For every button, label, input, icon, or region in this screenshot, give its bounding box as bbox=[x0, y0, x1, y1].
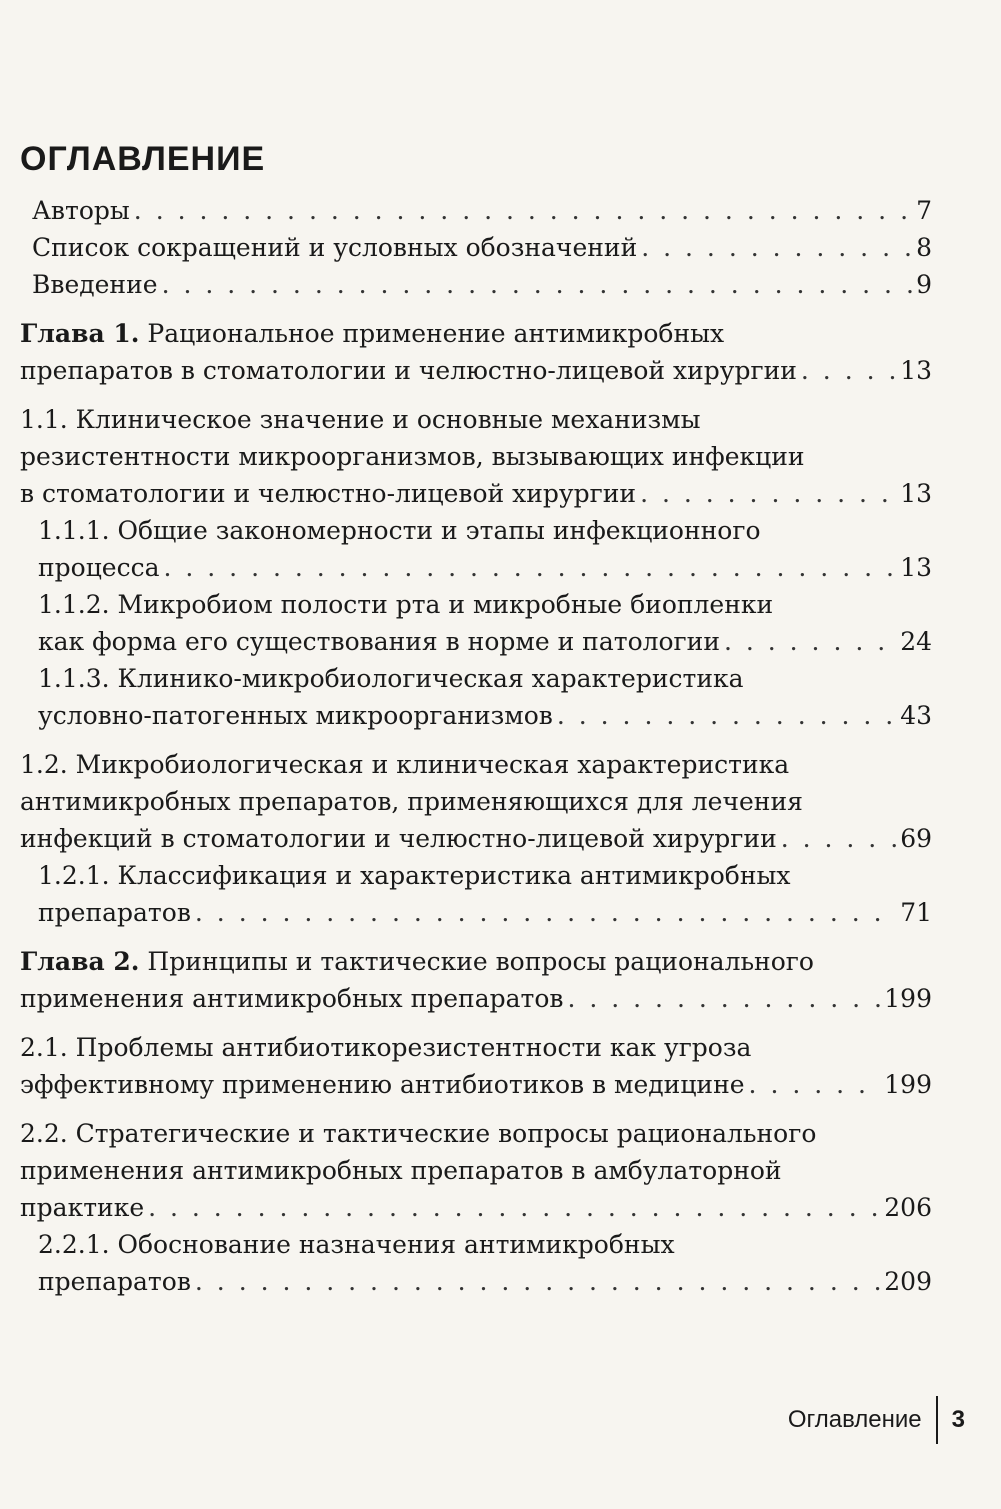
toc-entry[interactable] bbox=[20, 229, 932, 266]
page-footer bbox=[788, 1396, 965, 1444]
toc-entry-title: условно-патогенных микроорганизмов bbox=[38, 701, 553, 730]
leader-dots bbox=[801, 352, 896, 389]
table-of-contents bbox=[20, 192, 932, 1300]
leader-dots bbox=[724, 623, 896, 660]
toc-entry-title: 1.2.1. Классификация и характеристика антимикробных bbox=[38, 861, 791, 890]
toc-page-number: 69 bbox=[900, 824, 932, 853]
toc-entry-title: применения антимикробных препаратов в амбулаторной bbox=[20, 1156, 782, 1185]
toc-entry-title: 1.1. Клиническое значение и основные механизмы bbox=[20, 405, 701, 434]
toc-section[interactable] bbox=[20, 746, 932, 857]
toc-entry-title: эффективному применению антибиотиков в медицине bbox=[20, 1070, 745, 1099]
leader-dots bbox=[164, 549, 897, 586]
leader-dots bbox=[781, 820, 896, 857]
leader-dots bbox=[749, 1066, 881, 1103]
toc-entry-title: Авторы bbox=[32, 196, 130, 225]
toc-entry-title: резистентности микроорганизмов, вызывающих инфекции bbox=[20, 442, 805, 471]
running-title: Оглавление bbox=[787, 1406, 922, 1433]
toc-entry-title: препаратов bbox=[38, 898, 191, 927]
chapter-label: Глава 1. bbox=[20, 319, 140, 348]
leader-dots bbox=[134, 192, 912, 229]
toc-section[interactable] bbox=[20, 1115, 932, 1226]
toc-entry-title: 2.2. Стратегические и тактические вопросы рационального bbox=[20, 1119, 817, 1148]
toc-entry-title: препаратов в стоматологии и челюстно-лицевой хирургии bbox=[20, 356, 797, 385]
leader-dots bbox=[195, 1263, 880, 1300]
toc-entry-title: 1.1.3. Клинико-микробиологическая характеристика bbox=[38, 664, 744, 693]
leader-dots bbox=[641, 229, 912, 266]
toc-entry-title: практике bbox=[20, 1193, 145, 1222]
toc-page-number: 199 bbox=[884, 984, 932, 1013]
page-title: ОГЛАВЛЕНИЕ bbox=[20, 140, 266, 178]
toc-page-number: 24 bbox=[900, 627, 932, 656]
bleed-through-text bbox=[18, 10, 978, 138]
toc-entry-title: антимикробных препаратов, применяющихся для лечения bbox=[20, 787, 803, 816]
toc-entry-title: в стоматологии и челюстно-лицевой хирургии bbox=[20, 479, 637, 508]
toc-entry-title: применения антимикробных препаратов bbox=[20, 984, 564, 1013]
footer-divider bbox=[936, 1396, 938, 1444]
toc-page-number: 9 bbox=[916, 270, 932, 299]
leader-dots bbox=[567, 980, 880, 1017]
toc-section[interactable] bbox=[20, 401, 932, 512]
toc-subsection[interactable] bbox=[20, 1226, 932, 1300]
toc-page-number: 206 bbox=[884, 1193, 932, 1222]
toc-entry-title: инфекций в стоматологии и челюстно-лицевой хирургии bbox=[20, 824, 777, 853]
chapter-label: Глава 2. bbox=[20, 947, 140, 976]
toc-page-number: 199 bbox=[884, 1070, 932, 1099]
toc-entry-title: Рациональное применение антимикробных bbox=[139, 319, 725, 348]
leader-dots bbox=[195, 894, 896, 931]
toc-entry-title: 2.2.1. Обоснование назначения антимикробных bbox=[38, 1230, 675, 1259]
toc-page-number: 13 bbox=[900, 479, 932, 508]
toc-section[interactable] bbox=[20, 1029, 932, 1103]
toc-page-number: 209 bbox=[884, 1267, 932, 1296]
page-number: 3 bbox=[951, 1406, 965, 1433]
toc-subsection[interactable] bbox=[20, 586, 932, 660]
toc-entry-title: препаратов bbox=[38, 1267, 191, 1296]
toc-page-number: 13 bbox=[900, 356, 932, 385]
toc-entry-title: Список сокращений и условных обозначений bbox=[32, 233, 638, 262]
leader-dots bbox=[557, 697, 896, 734]
toc-entry-title: Принципы и тактические вопросы рационального bbox=[139, 947, 814, 976]
toc-entry-title: Введение bbox=[32, 270, 158, 299]
leader-dots bbox=[640, 475, 896, 512]
toc-subsection[interactable] bbox=[20, 512, 932, 586]
toc-entry[interactable] bbox=[20, 192, 932, 229]
toc-entry[interactable] bbox=[20, 266, 932, 303]
toc-entry-title: 1.2. Микробиологическая и клиническая характеристика bbox=[20, 750, 790, 779]
leader-dots bbox=[162, 266, 913, 303]
leader-dots bbox=[148, 1189, 880, 1226]
toc-chapter[interactable] bbox=[20, 943, 932, 1017]
toc-entry-title: 1.1.2. Микробиом полости рта и микробные биопленки bbox=[38, 590, 774, 619]
toc-page-number: 7 bbox=[916, 196, 932, 225]
toc-subsection[interactable] bbox=[20, 857, 932, 931]
toc-page-number: 43 bbox=[900, 701, 932, 730]
toc-page-number: 71 bbox=[900, 898, 932, 927]
toc-entry-title: процесса bbox=[38, 553, 160, 582]
toc-entry-title: 1.1.1. Общие закономерности и этапы инфекционного bbox=[38, 516, 761, 545]
toc-page-number: 8 bbox=[916, 233, 932, 262]
toc-entry-title: 2.1. Проблемы антибиотикорезистентности как угроза bbox=[20, 1033, 752, 1062]
toc-page-number: 13 bbox=[900, 553, 932, 582]
toc-chapter[interactable] bbox=[20, 315, 932, 389]
toc-subsection[interactable] bbox=[20, 660, 932, 734]
toc-entry-title: как форма его существования в норме и патологии bbox=[38, 627, 720, 656]
